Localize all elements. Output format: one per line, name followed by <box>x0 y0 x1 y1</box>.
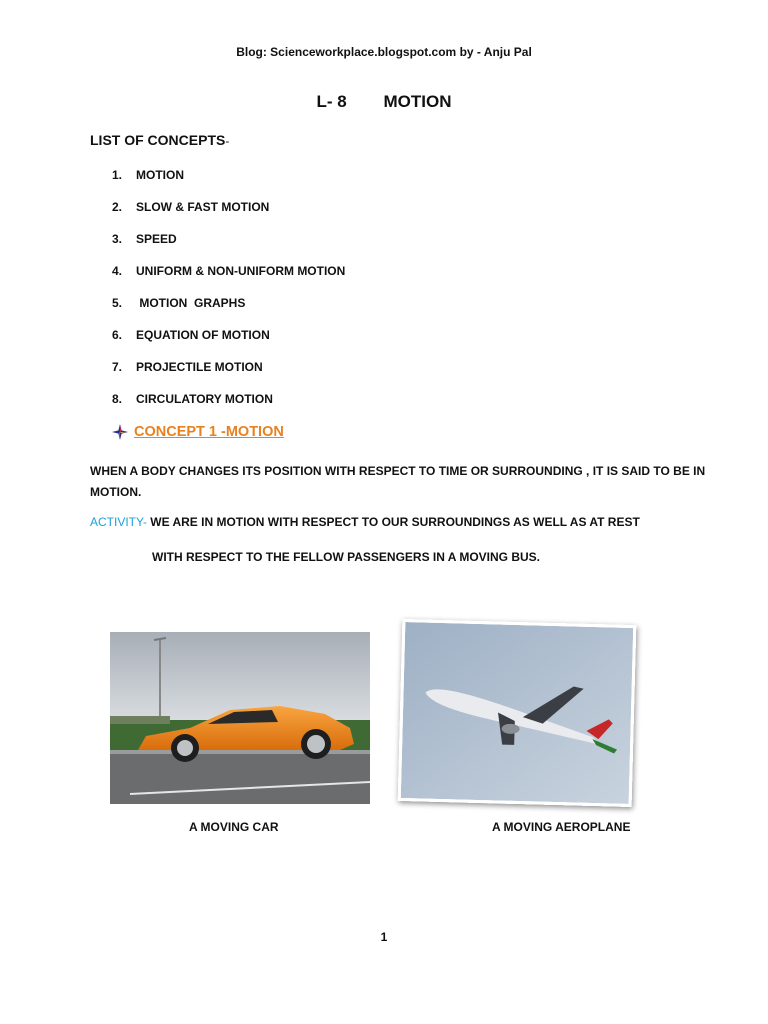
list-item <box>112 200 345 232</box>
activity-text: WE ARE IN MOTION WITH RESPECT TO OUR SURROUNDINGS AS WELL AS AT REST <box>146 515 640 529</box>
definition-paragraph: WHEN A BODY CHANGES ITS POSITION WITH RESPECT TO TIME OR SURROUNDING , IT IS SAID TO BE IN MOTION. <box>90 464 706 499</box>
list-item <box>112 328 345 360</box>
item-number: 4. <box>112 264 123 278</box>
list-item <box>112 232 345 264</box>
item-number: 1. <box>112 168 123 182</box>
item-number: 6. <box>112 328 123 342</box>
blog-header: Blog: Scienceworkplace.blogspot.com by - Anju Pal <box>236 45 532 59</box>
list-item <box>112 264 345 296</box>
item-number: 8. <box>112 392 123 406</box>
page-number: 1 <box>380 930 388 944</box>
activity-label: ACTIVITY- <box>90 515 147 529</box>
concept-heading-text: CONCEPT 1 -MOTION <box>134 424 284 440</box>
car-photo <box>110 632 370 804</box>
item-number: 3. <box>112 232 123 246</box>
item-label: CIRCULATORY MOTION <box>136 392 273 406</box>
concept-list <box>112 168 345 424</box>
star-bullet-icon <box>112 424 128 440</box>
activity-line-1 <box>90 515 640 529</box>
item-number: 7. <box>112 360 123 374</box>
car-caption: A MOVING CAR <box>189 820 279 834</box>
item-label: SPEED <box>136 232 177 246</box>
lesson-number: L- 8 <box>316 92 347 111</box>
concept-heading <box>112 424 284 440</box>
activity-line-2: WITH RESPECT TO THE FELLOW PASSENGERS IN A MOVING BUS. <box>152 550 541 564</box>
item-label: MOTION <box>136 168 184 182</box>
item-label: SLOW & FAST MOTION <box>136 200 270 214</box>
list-item <box>112 296 345 328</box>
item-number: 5. <box>112 296 123 310</box>
list-item <box>112 360 345 392</box>
item-label: MOTION GRAPHS <box>136 296 246 310</box>
lesson-name: MOTION <box>383 92 452 111</box>
list-heading-text: LIST OF CONCEPTS <box>90 132 226 148</box>
item-label: PROJECTILE MOTION <box>136 360 263 374</box>
list-heading <box>90 132 229 148</box>
list-heading-suffix: - <box>225 134 230 148</box>
item-label: EQUATION OF MOTION <box>136 328 270 342</box>
aeroplane-photo <box>398 619 637 807</box>
page-title <box>0 92 768 112</box>
list-item <box>112 168 345 200</box>
list-item <box>112 392 345 424</box>
item-label: UNIFORM & NON-UNIFORM MOTION <box>136 264 346 278</box>
aeroplane-caption: A MOVING AEROPLANE <box>492 820 631 834</box>
item-number: 2. <box>112 200 123 214</box>
